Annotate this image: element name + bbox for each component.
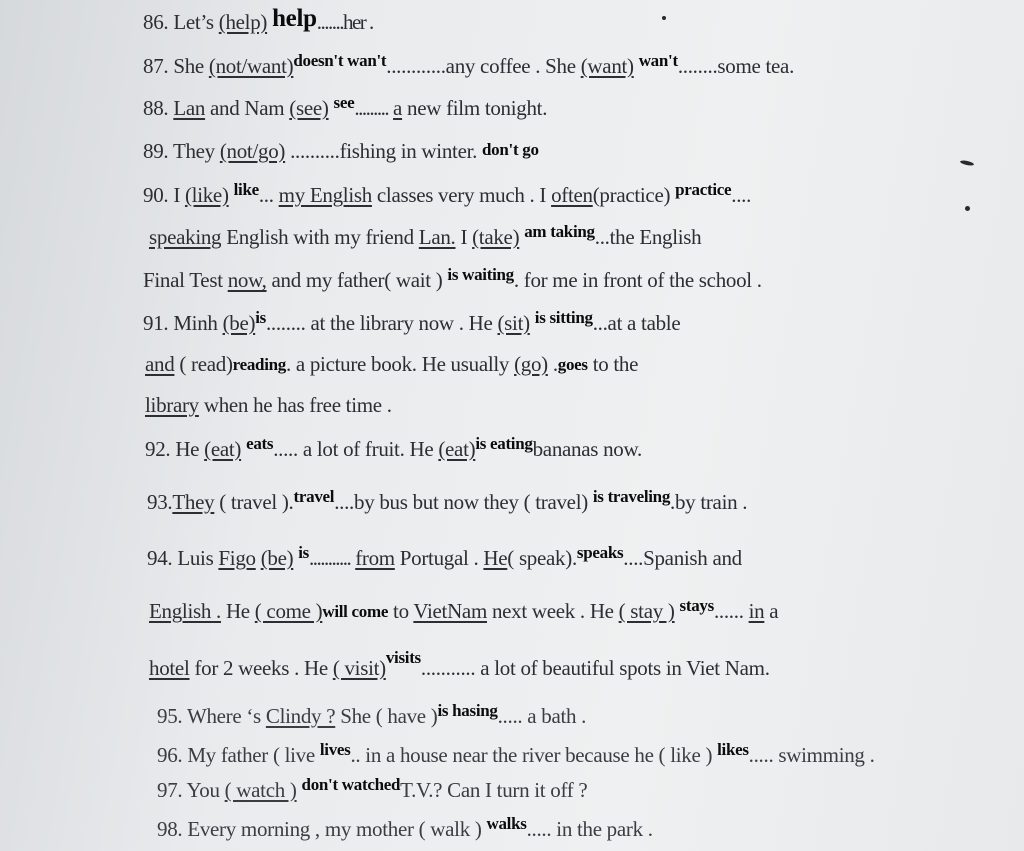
item-number: 87.	[143, 54, 169, 78]
text: Luis	[177, 546, 214, 570]
handwritten-answer: goes	[557, 355, 588, 374]
handwritten-answer: stays	[679, 596, 714, 615]
item-number: 94.	[147, 546, 173, 570]
text: .. in a house near the river because he ( like )	[350, 743, 713, 767]
handwritten-answer: is	[255, 308, 266, 327]
text: ...	[594, 225, 610, 249]
verb-prompt: She ( have )	[340, 704, 438, 728]
verb-prompt: and my father( wait )	[271, 268, 443, 292]
text: ...........	[309, 546, 351, 570]
text: from	[355, 546, 395, 570]
verb-prompt: ( watch )	[224, 778, 297, 802]
handwritten-answer: is waiting	[447, 265, 514, 284]
item-number: 91.	[143, 311, 169, 335]
text: .	[552, 352, 558, 376]
text: Clindy ?	[265, 704, 336, 728]
handwritten-answer: is sitting	[534, 308, 593, 327]
exercise-90	[143, 180, 752, 208]
text: ........some tea.	[677, 54, 795, 78]
handwritten-answer: am taking	[524, 222, 595, 241]
verb-prompt: ( stay )	[618, 599, 675, 623]
text: He	[225, 599, 250, 623]
verb-prompt: (help)	[218, 10, 268, 34]
verb-prompt: ( visit)	[332, 656, 386, 680]
text: .........	[354, 96, 389, 120]
text: .......her .	[316, 10, 373, 34]
verb-prompt: (practice)	[592, 183, 671, 207]
text: bananas now.	[532, 437, 642, 461]
verb-prompt: ( travel ).	[219, 490, 294, 514]
text: often	[551, 183, 593, 207]
handwritten-answer: wan't	[638, 51, 678, 70]
handwritten-answer: doesn't wan't	[293, 51, 387, 70]
verb-prompt: (like)	[184, 183, 229, 207]
verb-prompt: (be)	[260, 546, 294, 570]
handwritten-answer: help	[272, 5, 317, 32]
text: ......	[713, 599, 744, 623]
text: Figo	[218, 546, 256, 570]
text: and Nam	[210, 96, 285, 120]
text: the English	[609, 225, 702, 249]
text: Minh	[173, 311, 218, 335]
handwritten-answer: travel	[293, 487, 335, 506]
handwritten-answer: will come	[322, 602, 389, 621]
text: I	[460, 225, 468, 249]
text: Portugal .	[399, 546, 479, 570]
text: . a picture book. He usually	[285, 352, 510, 376]
handwritten-answer: is traveling	[592, 487, 671, 506]
text: She	[173, 54, 204, 78]
item-number: 96.	[157, 743, 183, 767]
verb-prompt: (be)	[222, 311, 256, 335]
exercise-91-line-3	[145, 393, 392, 418]
text: They	[172, 139, 215, 163]
verb-prompt: (want)	[580, 54, 634, 78]
text: next week . He	[491, 599, 614, 623]
text: in	[748, 599, 765, 623]
handwritten-answer: see	[333, 93, 355, 112]
item-number: 90.	[143, 183, 169, 207]
text: Where ‘s	[186, 704, 261, 728]
handwritten-answer: visits	[385, 648, 421, 667]
text: Every morning , my mother ( walk )	[187, 817, 482, 841]
text: ....Spanish and	[623, 546, 742, 570]
text: ..........fishing in winter.	[290, 139, 478, 163]
exercise-87	[143, 51, 795, 79]
exercise-91-line-2	[145, 352, 638, 377]
exercise-96	[157, 740, 875, 768]
handwritten-answer: eats	[246, 434, 274, 453]
item-number: 93.	[147, 490, 173, 514]
item-number: 89.	[143, 139, 169, 163]
handwritten-answer: don't watched	[301, 775, 401, 794]
handwritten-answer: is eating	[475, 434, 533, 453]
item-number: 86.	[143, 10, 169, 34]
stray-mark	[960, 160, 975, 167]
text: .by train .	[670, 490, 748, 514]
exercise-88	[143, 93, 548, 121]
text: Lan	[173, 96, 206, 120]
item-number: 95.	[157, 704, 183, 728]
handwritten-answer: walks	[486, 814, 527, 833]
text: ....by bus but now they ( travel)	[334, 490, 588, 514]
text: VietNam	[413, 599, 487, 623]
text: ....	[731, 183, 752, 207]
text: for 2 weeks . He	[194, 656, 328, 680]
handwritten-answer: practice	[675, 180, 732, 199]
exercise-97	[157, 775, 588, 803]
text: library	[145, 393, 199, 417]
text: My father ( live	[187, 743, 315, 767]
text: a	[393, 96, 403, 120]
text: my English	[278, 183, 372, 207]
handwritten-answer: lives	[319, 740, 351, 759]
text: hotel	[149, 656, 190, 680]
text: T.V.? Can I turn it off ?	[400, 778, 588, 802]
text: Final Test	[143, 268, 223, 292]
stray-mark	[965, 206, 970, 211]
stray-mark	[662, 16, 666, 20]
text: Lan.	[418, 225, 456, 249]
text: English with my friend	[226, 225, 414, 249]
text: You	[186, 778, 220, 802]
verb-prompt: (not/go)	[219, 139, 286, 163]
exercise-98	[157, 814, 653, 842]
verb-prompt: ( come )	[254, 599, 323, 623]
exercise-90-line-2	[149, 222, 702, 250]
exercise-89	[143, 139, 539, 164]
verb-prompt: (eat)	[204, 437, 242, 461]
item-number: 97.	[157, 778, 183, 802]
handwritten-answer: don't go	[482, 140, 539, 159]
verb-prompt: ( read)	[179, 352, 233, 376]
text: now,	[227, 268, 267, 292]
text: ..... a bath .	[497, 704, 587, 728]
handwritten-answer: is	[298, 543, 309, 562]
handwritten-answer: is hasing	[437, 701, 498, 720]
text: speaking	[149, 225, 222, 249]
exercise-90-line-3	[143, 265, 762, 293]
handwritten-answer: speaks	[576, 543, 624, 562]
verb-prompt: (see)	[289, 96, 329, 120]
exercise-91	[143, 308, 681, 336]
verb-prompt: ( speak).	[507, 546, 577, 570]
text: He	[483, 546, 508, 570]
verb-prompt: (sit)	[497, 311, 530, 335]
text: I	[173, 183, 181, 207]
text: They	[172, 490, 215, 514]
text: classes very much . I	[376, 183, 547, 207]
text: to	[393, 599, 409, 623]
verb-prompt: (not/want)	[208, 54, 294, 78]
text: to the	[592, 352, 639, 376]
verb-prompt: (eat)	[438, 437, 476, 461]
handwritten-answer: like	[233, 180, 259, 199]
exercise-94-line-2	[149, 596, 779, 624]
item-number: 88.	[143, 96, 169, 120]
verb-prompt: (go)	[514, 352, 548, 376]
text: and	[145, 352, 175, 376]
exercise-94	[147, 543, 742, 571]
exercise-94-line-3	[149, 648, 770, 681]
text: ........ at the library now . He	[265, 311, 493, 335]
text: Let’s	[173, 10, 214, 34]
text: ..... a lot of fruit. He	[273, 437, 434, 461]
text: new film tonight.	[407, 96, 548, 120]
item-number: 98.	[157, 817, 183, 841]
text: ...at a table	[592, 311, 681, 335]
exercise-95	[157, 701, 587, 729]
text: ..... swimming .	[748, 743, 875, 767]
text: ...	[258, 183, 274, 207]
verb-prompt: (take)	[472, 225, 520, 249]
text: ........... a lot of beautiful spots in Viet Nam.	[420, 656, 770, 680]
exercise-86	[143, 5, 373, 36]
exercise-93	[147, 487, 748, 515]
text: English .	[149, 599, 221, 623]
handwritten-answer: likes	[717, 740, 749, 759]
text: ..... in the park .	[526, 817, 653, 841]
handwritten-answer: reading	[232, 355, 286, 374]
exercise-92	[145, 434, 642, 462]
text: . for me in front of the school .	[513, 268, 762, 292]
text: He	[175, 437, 200, 461]
text: when he has free time .	[203, 393, 392, 417]
item-number: 92.	[145, 437, 171, 461]
text: a	[769, 599, 779, 623]
text: ............any coffee . She	[386, 54, 576, 78]
